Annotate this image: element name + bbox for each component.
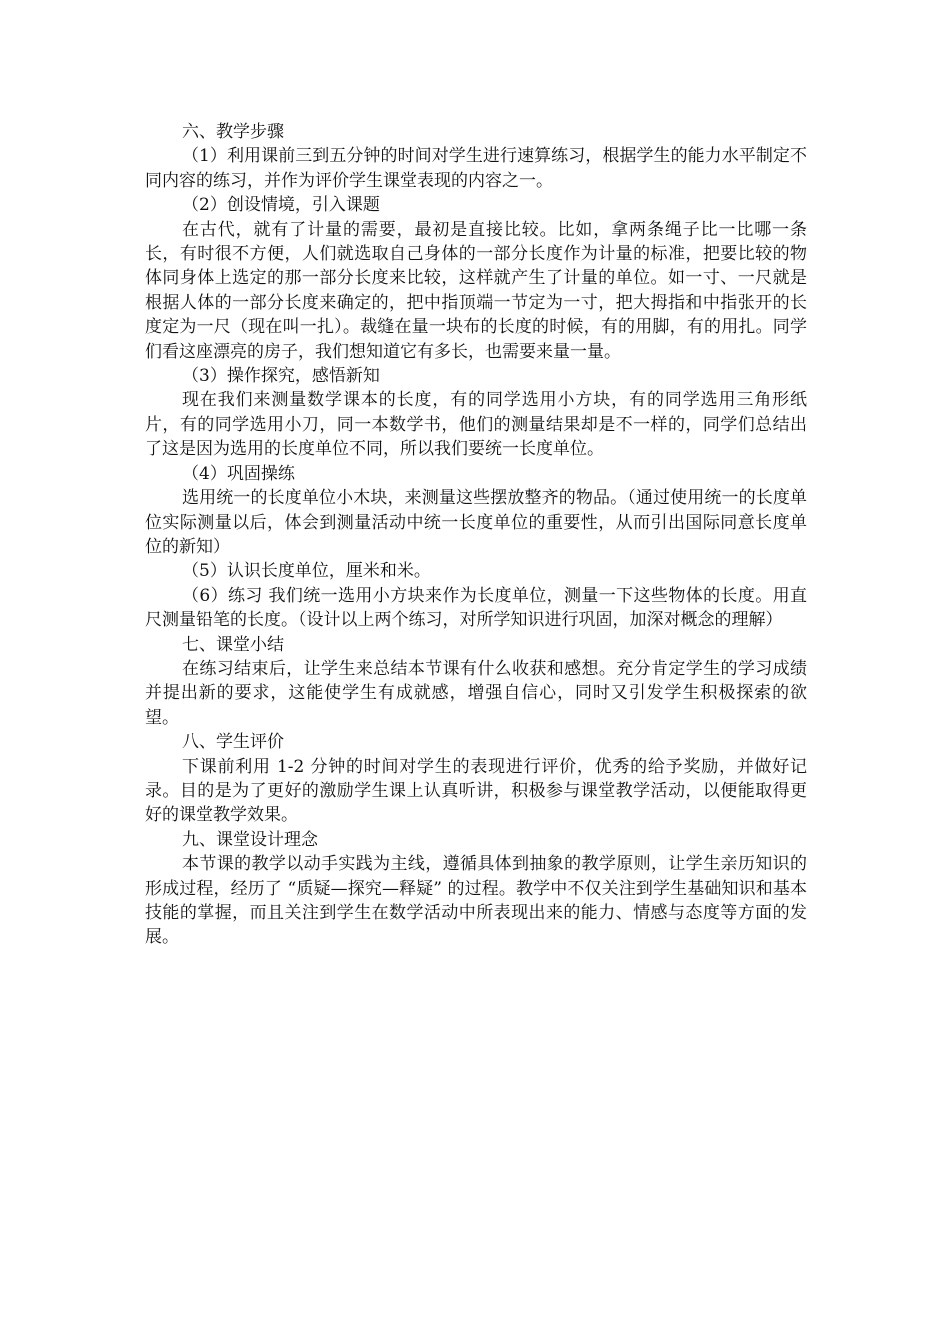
design-concept-paragraph: 本节课的教学以动手实践为主线，遵循具体到抽象的教学原则，让学生亲历知识的形成过程，经历了 “质疑—探究—释疑” 的过程。教学中不仅关注到学生基础知识和基本技能的掌握，而且关注到学生在数学活动中所表现出来的能力、情感与态度等方面的发展。 <box>145 854 807 948</box>
step-6-paragraph: （6）练习 我们统一选用小方块来作为长度单位，测量一下这些物体的长度。用直尺测量铅笔的长度。（设计以上两个练习，对所学知识进行巩固，加深对概念的理解） <box>145 585 807 631</box>
section-heading-teaching-steps: 六、教学步骤 <box>182 122 284 142</box>
step-1-paragraph: （1）利用课前三到五分钟的时间对学生进行速算练习，根据学生的能力水平制定不同内容的练习，并作为评价学生课堂表现的内容之一。 <box>145 146 807 191</box>
section-heading-evaluation: 八、学生评价 <box>182 732 284 753</box>
summary-paragraph: 在练习结束后，让学生来总结本节课有什么收获和感想。充分肯定学生的学习成绩并提出新的要求，这能使学生有成就感，增强自信心，同时又引发学生积极探索的欲望。 <box>145 658 807 728</box>
evaluation-paragraph: 下课前利用 1-2 分钟的时间对学生的表现进行评价，优秀的给予奖励，并做好记录。目的是为了更好的激励学生课上认真听讲，积极参与课堂教学活动，以便能取得更好的课堂教学效果。 <box>145 756 807 826</box>
step-2-paragraph: 在古代，就有了计量的需要，最初是直接比较。比如，拿两条绳子比一比哪一条长，有时很不方便，人们就选取自己身体的一部分长度作为计量的标准，把要比较的物体同身体上选定的那一部分长度来比较，这样就产生了计量的单位。如一寸、一尺就是根据人体的一部分长度来确定的，把中指顶端一节定为一寸，把大拇指和中指张开的长度定为一尺（现在叫一扎）。裁缝在量一块布的长度的时候，有的用脚，有的用扎。同学们看这座漂亮的房子，我们想知道它有多长，也需要来量一量。 <box>145 219 807 362</box>
section-heading-design-concept: 九、课堂设计理念 <box>182 829 318 850</box>
document-page <box>145 120 807 950</box>
step-4-paragraph: 选用统一的长度单位小木块，来测量这些摆放整齐的物品。（通过使用统一的长度单位实际测量以后，体会到测量活动中统一长度单位的重要性，从而引出国际同意长度单位的新知） <box>145 488 807 557</box>
step-3-paragraph: 现在我们来测量数学课本的长度，有的同学选用小方块，有的同学选用三角形纸片，有的同学选用小刀，同一本数学书，他们的测量结果却是不一样的，同学们总结出了这是因为选用的长度单位不同，所以我们要统一长度单位。 <box>145 390 807 460</box>
step-4-heading: （4）巩固操练 <box>182 463 295 484</box>
step-3-heading: （3）操作探究，感悟新知 <box>182 366 380 387</box>
section-heading-summary: 七、课堂小结 <box>182 634 284 655</box>
step-5-heading: （5）认识长度单位，厘米和米。 <box>182 561 431 582</box>
step-2-heading: （2）创设情境，引入课题 <box>182 195 380 216</box>
